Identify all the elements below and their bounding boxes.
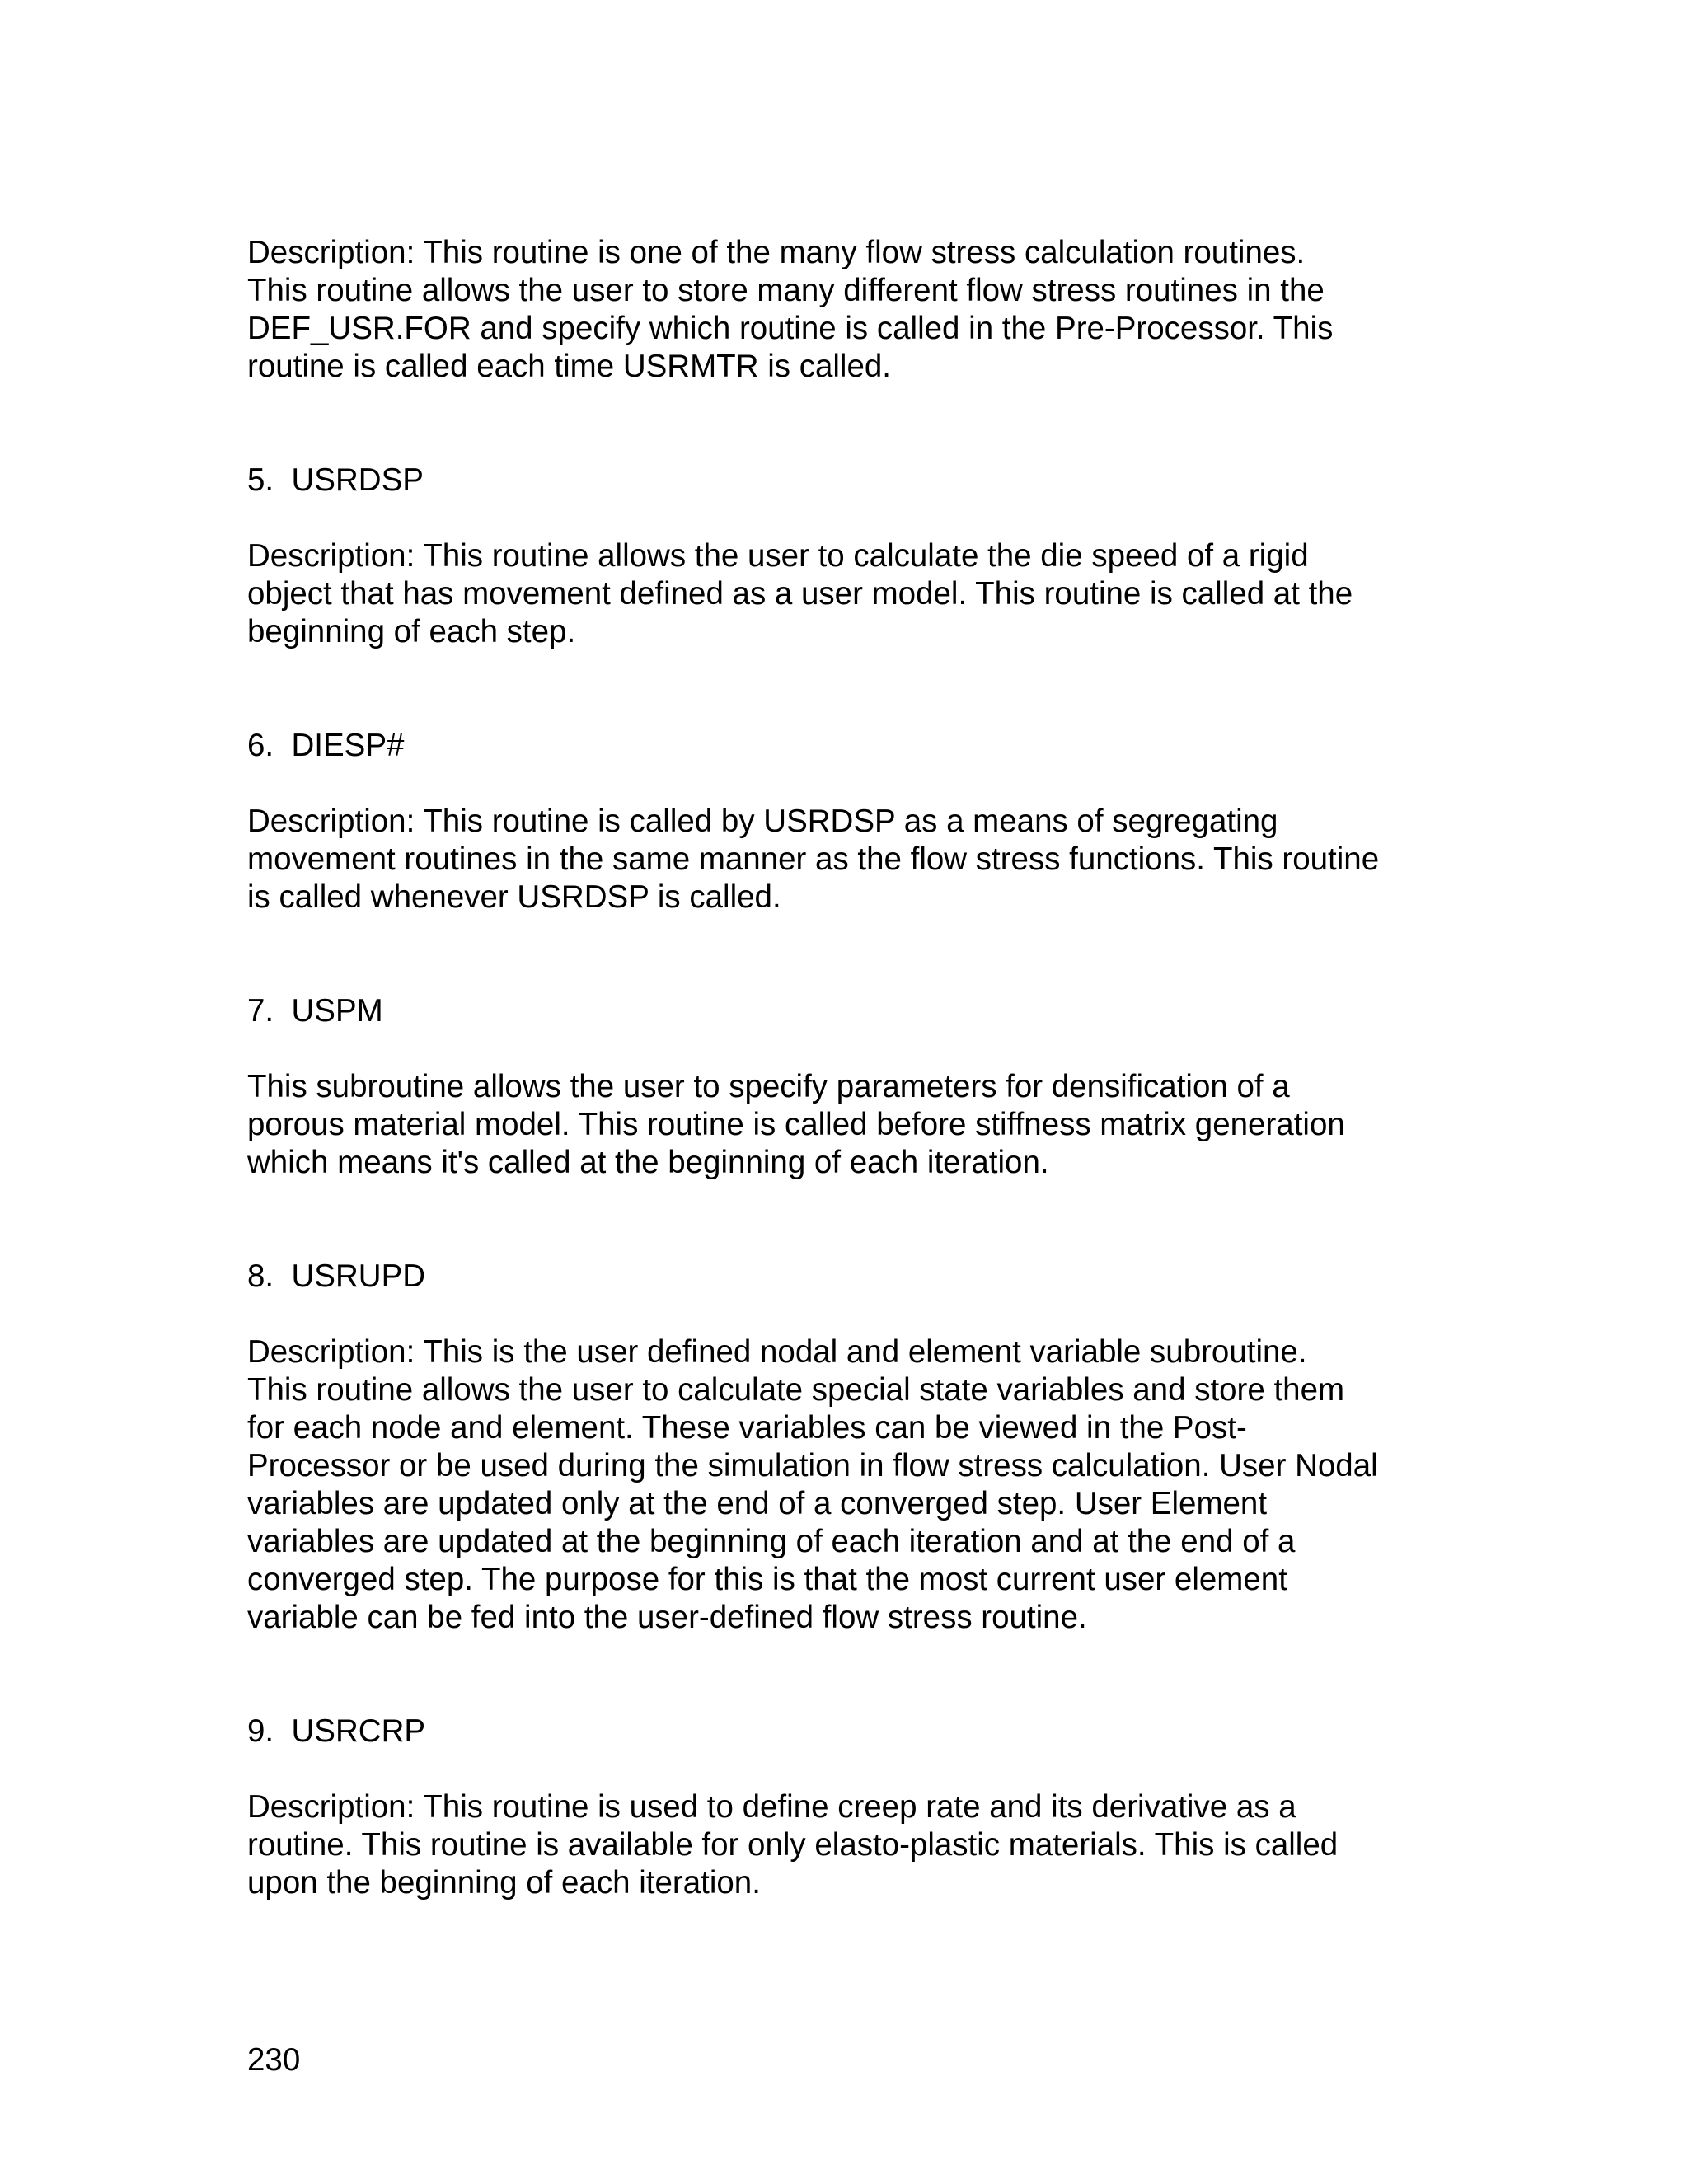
page-number: 230 [247, 2042, 301, 2078]
section-description-usrdsp: Description: This routine allows the user to calculate the die speed of a rigid object that has movement defined as a user model. This routine is called at the beginning of each step. [247, 538, 1353, 649]
section-heading-diesp: 6. DIESP# [247, 728, 405, 763]
section-description-uspm: This subroutine allows the user to specify parameters for densification of a porous material model. This routine is called before stiffness matrix generation which means it's called at the beginning of each iteration. [247, 1069, 1345, 1180]
section-description-usrupd: Description: This is the user defined nodal and element variable subroutine. This routine allows the user to calculate special state variables and store them for each node and element. These variables can be viewed in the Post- Processor or be used during the simulation in flow stress calculation. User Nodal variables are updated only at the end of a converged step. User Element variables are updated at the beginning of each iteration and at the end of a converged step. The purpose for this is that the most current user element variable can be fed into the user-defined flow stress routine. [247, 1334, 1378, 1635]
intro-description: Description: This routine is one of the many flow stress calculation routines. This routine allows the user to store many different flow stress routines in the DEF_USR.FOR and specify which routine is called in the Pre-Processor. This routine is called each time USRMTR is called. [247, 235, 1334, 384]
section-heading-usrdsp: 5. USRDSP [247, 462, 424, 498]
section-description-usrcrp: Description: This routine is used to define creep rate and its derivative as a routine. This routine is available for only elasto-plastic materials. This is called upon the beginning of each iteration. [247, 1789, 1339, 1900]
section-heading-usrupd: 8. USRUPD [247, 1258, 426, 1294]
section-heading-usrcrp: 9. USRCRP [247, 1713, 426, 1749]
page-content [247, 234, 1451, 1902]
section-heading-uspm: 7. USPM [247, 993, 383, 1029]
section-description-diesp: Description: This routine is called by USRDSP as a means of segregating movement routines in the same manner as the flow stress functions. This routine is called whenever USRDSP is called. [247, 804, 1380, 915]
